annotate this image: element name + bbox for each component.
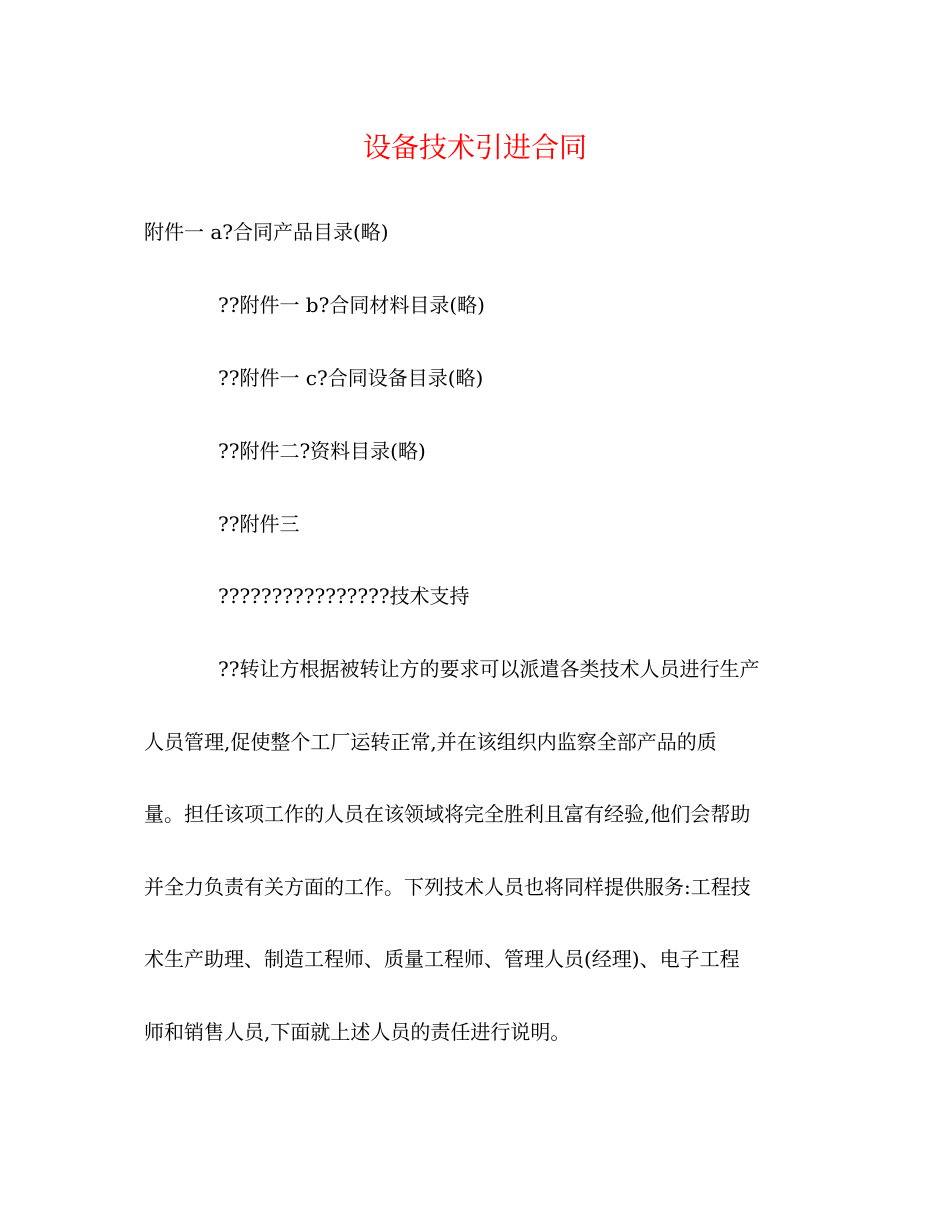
technical-support-heading: ????????????????技术支持 (218, 584, 470, 608)
body-paragraph-line: 并全力负责有关方面的工作。下列技术人员也将同样提供服务:工程技 (144, 875, 751, 899)
body-paragraph-line: 人员管理,促使整个工厂运转正常,并在该组织内监察全部产品的质 (144, 730, 717, 754)
appendix-2-line: ??附件二?资料目录(略) (218, 439, 426, 463)
appendix-1b-line: ??附件一 b?合同材料目录(略) (218, 293, 485, 317)
body-paragraph-line: 师和销售人员,下面就上述人员的责任进行说明。 (144, 1020, 571, 1044)
appendix-1a-line: 附件一 a?合同产品目录(略) (144, 220, 389, 244)
document-title: 设备技术引进合同 (362, 131, 587, 164)
body-paragraph-line: 量。担任该项工作的人员在该领域将完全胜利且富有经验,他们会帮助 (144, 802, 751, 826)
appendix-3-line: ??附件三 (218, 512, 300, 536)
body-paragraph-line: ??转让方根据被转让方的要求可以派遣各类技术人员进行生产 (218, 657, 760, 681)
appendix-1c-line: ??附件一 c?合同设备目录(略) (218, 366, 484, 390)
body-paragraph-line: 术生产助理、制造工程师、质量工程师、管理人员(经理)、电子工程 (144, 947, 740, 971)
